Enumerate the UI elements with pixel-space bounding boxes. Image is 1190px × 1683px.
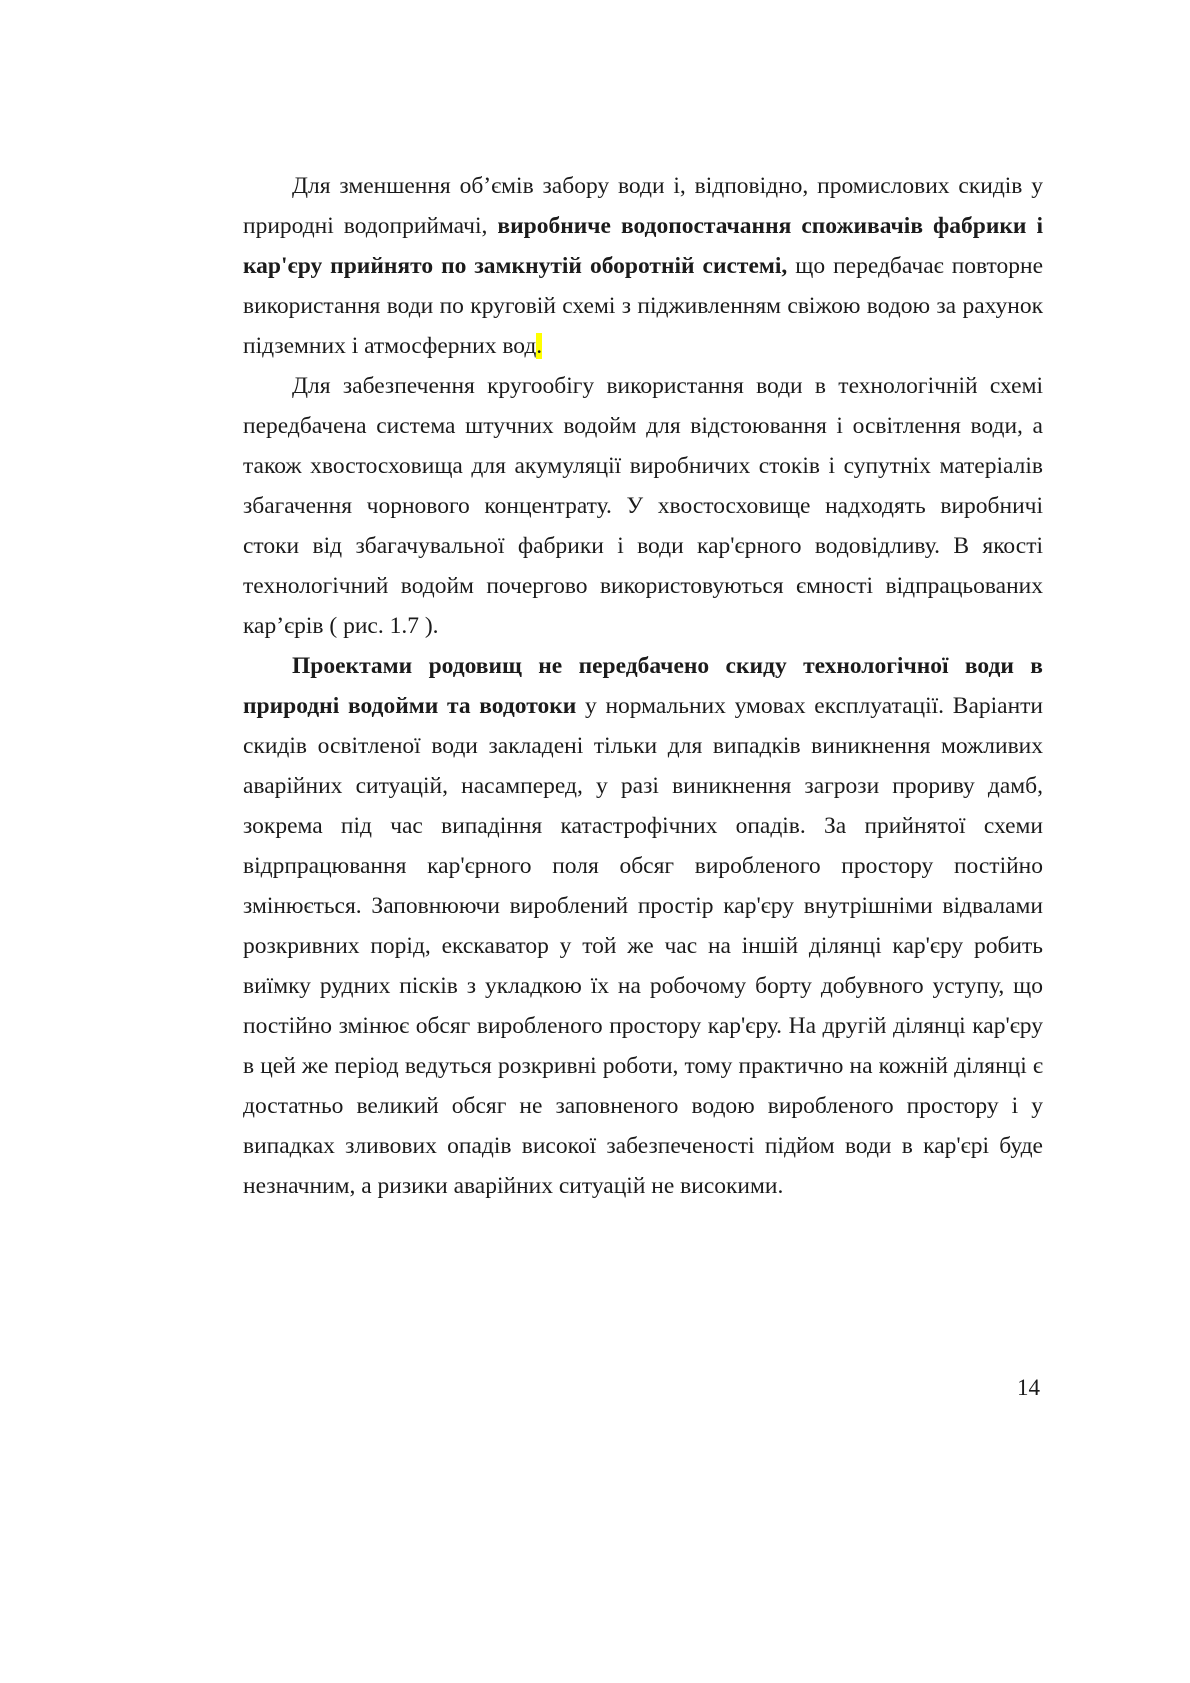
text-segment: Для забезпечення кругообігу використання води в технологічній схемі передбачена система штучних водойм для відстоювання і освітлення води, а також хвостосховища для акумуляції виробничих стоків і супутніх матеріалів збагачення чорнового концентрату. У хвостосховище надходять виробничі стоки від збагачувальної фабрики і води кар'єрного водовідливу. В якості технологічний водойм почергово використовуються ємності відпрацьованих кар’єрів ( рис. 1.7 ). — [243, 373, 1043, 639]
text-segment: Для зменшення об’ємів забору води і, відповідно, промислових скидів у природні водоприймачі, — [243, 173, 1043, 239]
page-number: 14 — [1017, 1375, 1040, 1400]
text-segment: Проектами родовищ не передбачено скиду технологічної води в природні водойми та водотоки — [243, 653, 1043, 719]
document-body — [243, 166, 1043, 1206]
text-segment: у нормальних умовах експлуатації. Варіанти скидів освітленої води закладені тільки для випадків виникнення можливих аварійних ситуацій, насамперед, у разі виникнення загрози прориву дамб, зокрема під час випадіння катастрофічних опадів. За прийнятої схеми відрпрацювання кар'єрного поля обсяг виробленого простору постійно змінюється. Заповнюючи вироблений простір кар'єру внутрішніми відвалами розкривних порід, екскаватор у той же час на іншій ділянці кар'єру робить виїмку рудних пісків з укладкою їх на робочому борту добувного уступу, що постійно змінює обсяг виробленого простору кар'єру. На другій ділянці кар'єру в цей же період ведуться розкривні роботи, тому практично на кожній ділянці є достатньо великий обсяг не заповненого водою виробленого простору і у випадках зливових опадів високої забезпеченості підйом води в кар'єрі буде незначним, а ризики аварійних ситуацій не високими. — [243, 693, 1043, 1199]
paragraph — [243, 166, 1043, 366]
text-segment: . — [536, 333, 543, 359]
paragraph — [243, 366, 1043, 646]
paragraph — [243, 646, 1043, 1206]
text-segment: виробниче водопостачання споживачів фабрики і кар'єру прийнято по замкнутій оборотній системі, — [243, 213, 1043, 279]
text-segment: що передбачає повторне використання води по круговій схемі з підживленням свіжою водою за рахунок підземних і атмосферних вод — [243, 253, 1043, 359]
